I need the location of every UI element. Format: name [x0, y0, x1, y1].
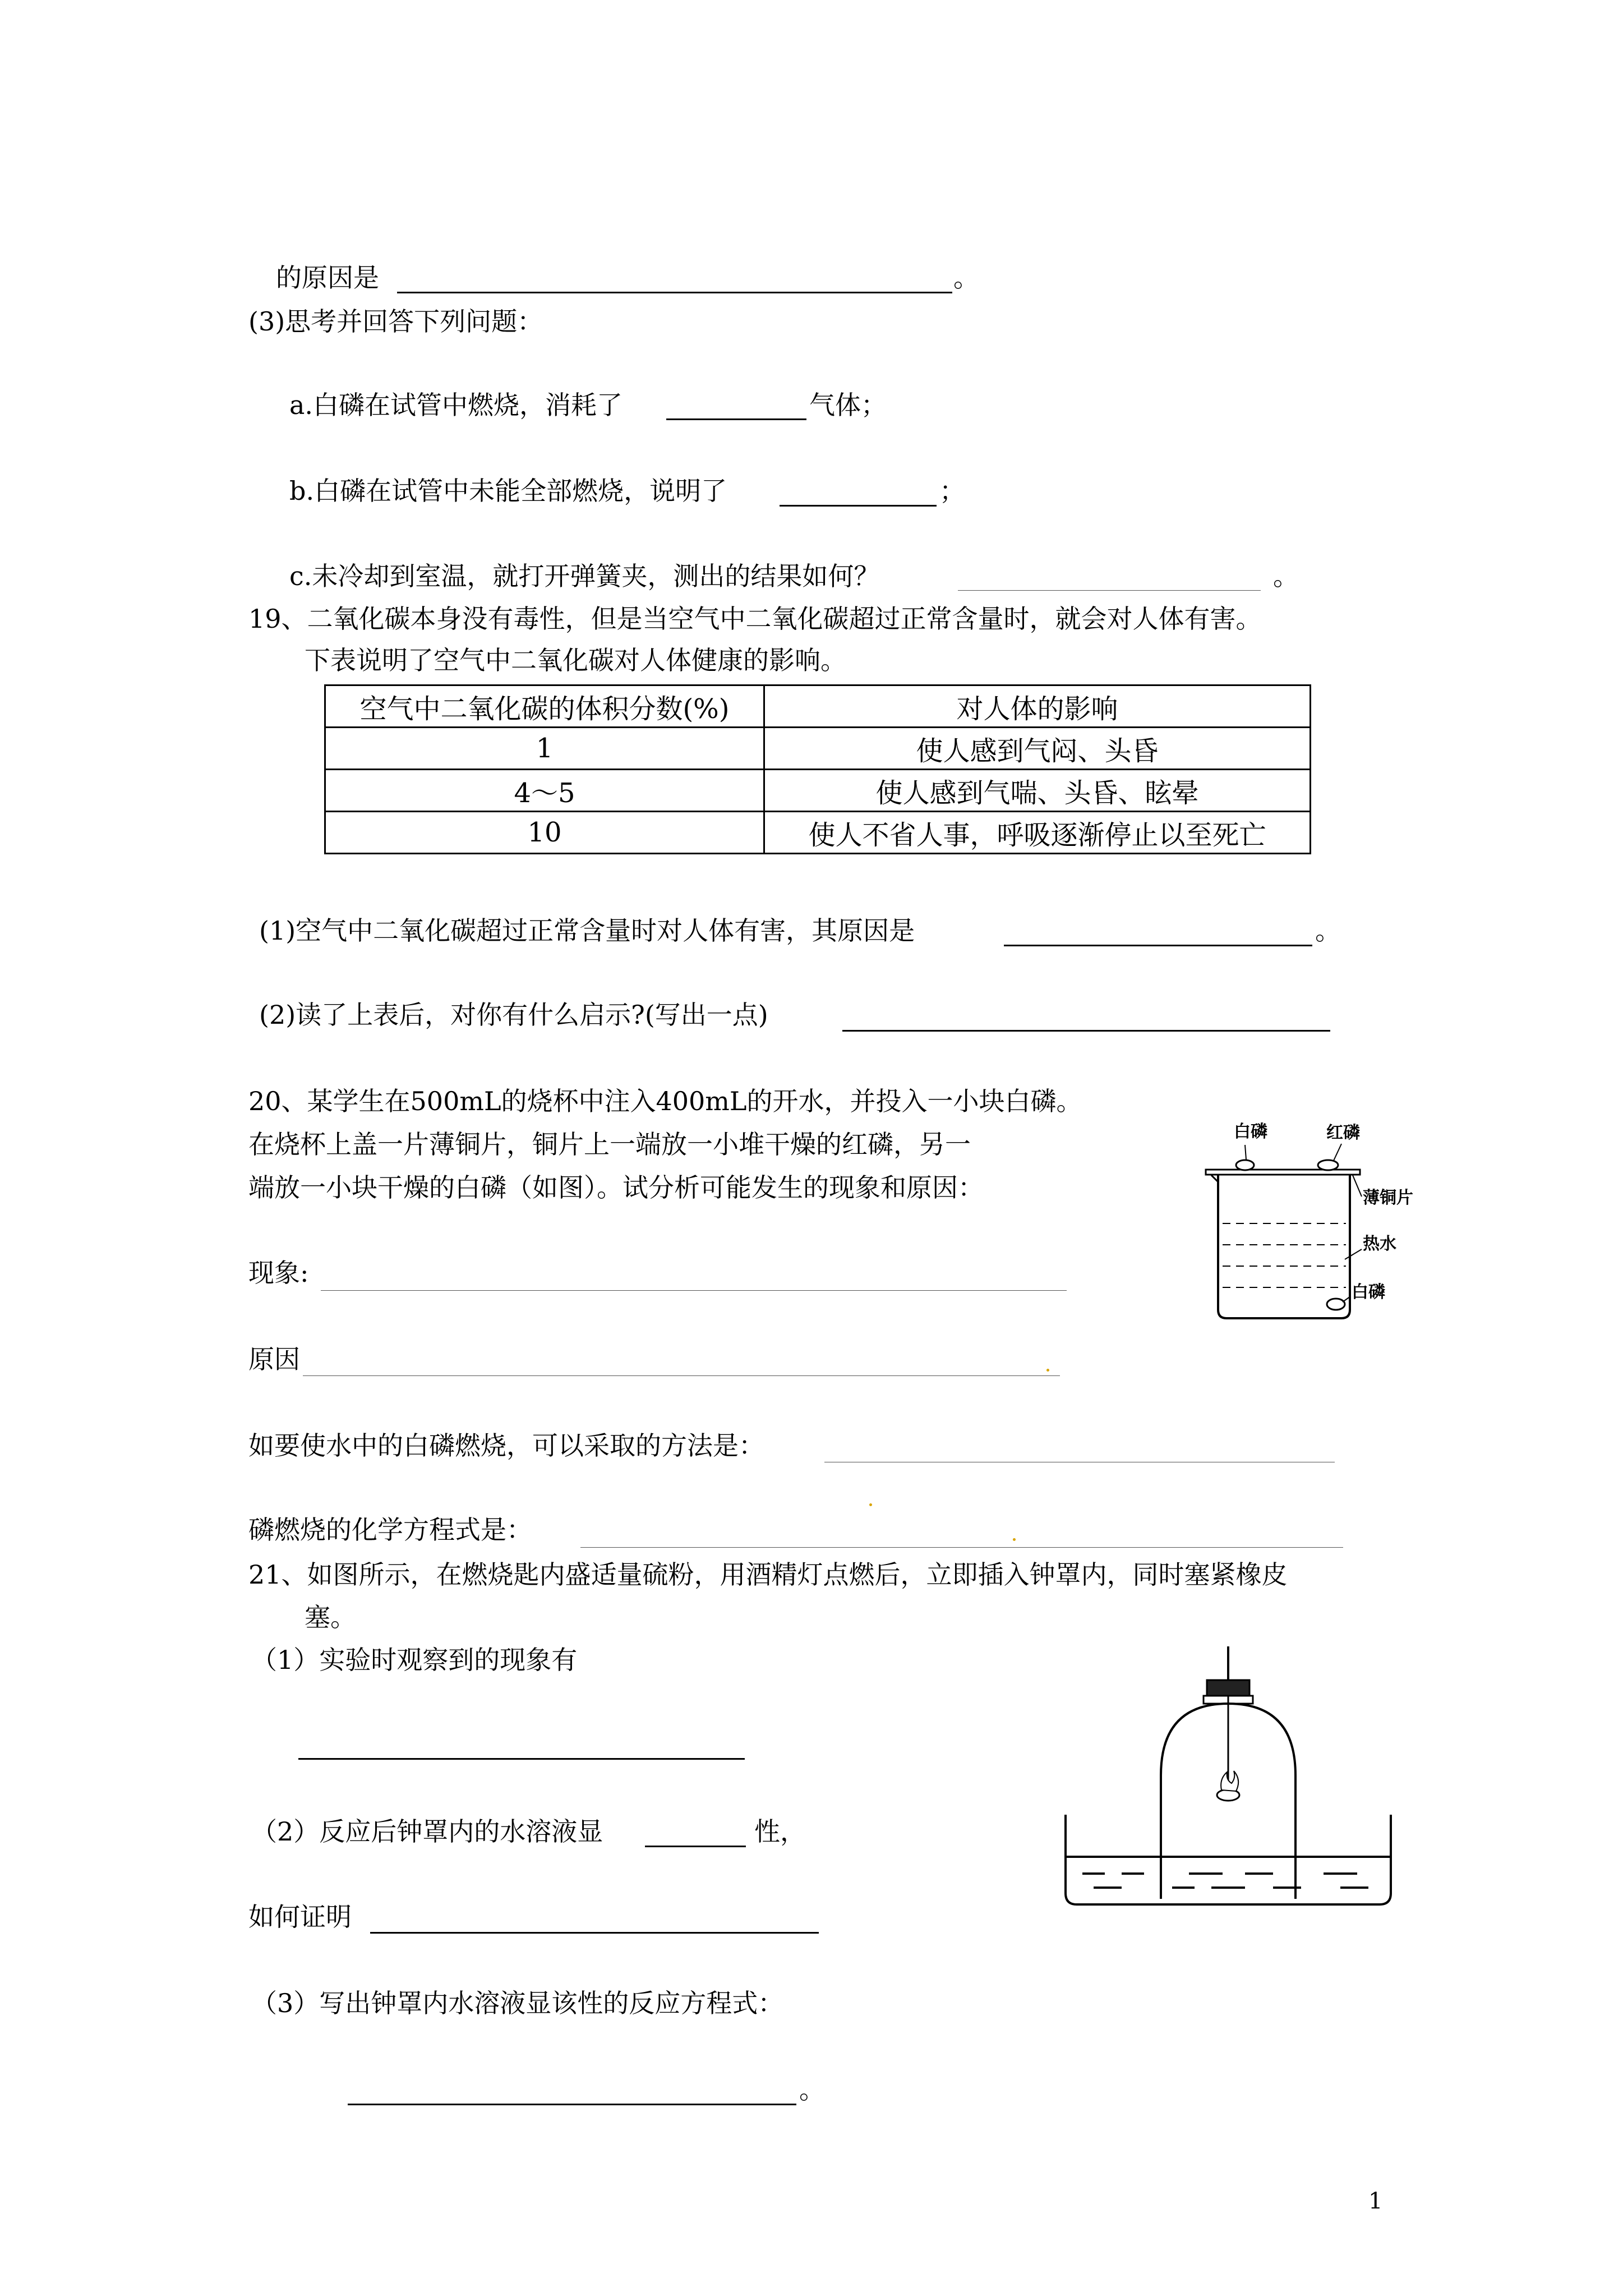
q18-b-suffix: ；: [939, 476, 965, 506]
speck: [1046, 1369, 1049, 1372]
q20-equation-label: 磷燃烧的化学方程式是：: [248, 1515, 532, 1545]
page-number: 1: [1368, 2188, 1383, 2214]
water-surface: [1082, 1874, 1368, 1888]
table-cell: 使人不省人事，呼吸逐渐停止以至死亡: [764, 812, 1311, 854]
q18-reason-label: 的原因是: [276, 263, 379, 293]
beaker-diagram: [1195, 1119, 1430, 1332]
table-cell: 10: [325, 812, 764, 854]
table-cell: 使人感到气喘、头昏、眩晕: [764, 770, 1311, 812]
q18-b-blank[interactable]: [780, 505, 937, 507]
sulfur-flame: [1221, 1771, 1238, 1791]
q21-proof-label: 如何证明: [248, 1902, 352, 1932]
q18-part3-heading: (3)思考并回答下列问题：: [248, 306, 543, 337]
table-cell: 4～5: [325, 770, 764, 812]
q21-part2-suffix: 性，: [754, 1816, 806, 1847]
table-header-cell: 对人体的影响: [764, 685, 1311, 728]
figure-label-hot-water: 热水: [1363, 1234, 1396, 1254]
table-header-row: [325, 685, 1311, 728]
co2-effects-table: [324, 684, 1311, 854]
leader-line: [1345, 1249, 1362, 1259]
q20-line2: 在烧杯上盖一片薄铜片，铜片上一端放一小堆干燥的红磷，另一: [248, 1129, 971, 1159]
q18-reason-end: 。: [953, 263, 979, 293]
q20-phenomenon-label: 现象:: [248, 1258, 309, 1288]
q18-c-blank[interactable]: [958, 590, 1261, 591]
figure-label-white-phosphorus-top: 白磷: [1234, 1122, 1267, 1142]
q18-a-blank[interactable]: [666, 418, 806, 420]
q19-part1-blank[interactable]: [1004, 945, 1312, 946]
q19-part1-end: 。: [1315, 915, 1341, 946]
q19-intro-line2: 下表说明了空气中二氧化碳对人体健康的影响。: [305, 645, 846, 675]
table-row: [325, 728, 1311, 770]
q18-a-text: a.白磷在试管中燃烧，消耗了: [289, 390, 623, 420]
q20-method-label: 如要使水中的白磷燃烧，可以采取的方法是：: [248, 1430, 764, 1461]
water-trough: [1066, 1815, 1391, 1904]
q18-c-suffix: 。: [1273, 561, 1299, 591]
q21-part3-blank[interactable]: [348, 2104, 796, 2105]
q21-part3-end: 。: [799, 2074, 825, 2105]
table-row: [325, 812, 1311, 854]
leader-line: [1353, 1175, 1362, 1197]
red-phosphorus-pile: [1318, 1160, 1338, 1170]
table-row: [325, 770, 1311, 812]
q21-part2-text: （2）反应后钟罩内的水溶液显: [251, 1816, 603, 1847]
figure-label-white-phosphorus-bottom: 白磷: [1352, 1282, 1385, 1302]
bell-jar-diagram: [1060, 1635, 1396, 1916]
q21-line2: 塞。: [305, 1602, 356, 1632]
white-phosphorus-piece: [1236, 1160, 1254, 1170]
q20-equation-blank[interactable]: [580, 1547, 1343, 1548]
table-header-cell: 空气中二氧化碳的体积分数(%): [325, 685, 764, 728]
q20-phenomenon-blank[interactable]: [321, 1290, 1067, 1291]
q19-part2-text: (2)读了上表后，对你有什么启示?(写出一点): [259, 1000, 768, 1030]
table-cell: 使人感到气闷、头昏: [764, 728, 1311, 770]
q20-reason-label: 原因: [248, 1344, 300, 1374]
q20-line1: 20、某学生在500mL的烧杯中注入400mL的开水，并投入一小块白磷。: [248, 1086, 1082, 1116]
q21-proof-blank[interactable]: [370, 1932, 819, 1934]
table-cell: 1: [325, 728, 764, 770]
q18-c-text: c.未冷却到室温，就打开弹簧夹，测出的结果如何？: [289, 561, 880, 591]
leader-line: [1245, 1145, 1246, 1159]
q21-part1-blank[interactable]: [298, 1758, 745, 1760]
copper-sheet-shape: [1206, 1170, 1360, 1175]
speck: [1013, 1538, 1016, 1541]
rubber-stopper: [1207, 1680, 1249, 1696]
figure-label-copper-sheet: 薄铜片: [1363, 1188, 1413, 1208]
q19-intro-line1: 19、二氧化碳本身没有毒性，但是当空气中二氧化碳超过正常含量时，就会对人体有害。: [248, 604, 1262, 634]
q20-line3: 端放一小块干燥的白磷（如图）。试分析可能发生的现象和原因：: [248, 1172, 984, 1203]
q18-reason-blank[interactable]: [397, 292, 952, 293]
q18-a-suffix: 气体；: [809, 390, 887, 420]
q19-part2-blank[interactable]: [842, 1030, 1330, 1032]
q21-part3-text: （3）写出钟罩内水溶液显该性的反应方程式：: [251, 1988, 784, 2018]
figure-label-red-phosphorus: 红磷: [1326, 1123, 1360, 1143]
q21-line1: 21、如图所示，在燃烧匙内盛适量硫粉，用酒精灯点燃后，立即插入钟罩内，同时塞紧橡皮: [248, 1559, 1288, 1590]
q18-b-text: b.白磷在试管中未能全部燃烧，说明了: [289, 476, 727, 506]
white-phosphorus-in-water: [1327, 1299, 1345, 1310]
q21-part1-text: （1）实验时观察到的现象有: [251, 1645, 578, 1675]
q21-part2-blank[interactable]: [645, 1846, 746, 1847]
leader-line: [1334, 1144, 1341, 1161]
q19-part1-text: (1)空气中二氧化碳超过正常含量时对人体有害，其原因是: [259, 915, 915, 946]
q20-reason-blank[interactable]: [303, 1375, 1060, 1376]
water-surface: [1223, 1223, 1346, 1287]
speck: [869, 1503, 872, 1506]
beaker-shape: [1218, 1175, 1350, 1318]
